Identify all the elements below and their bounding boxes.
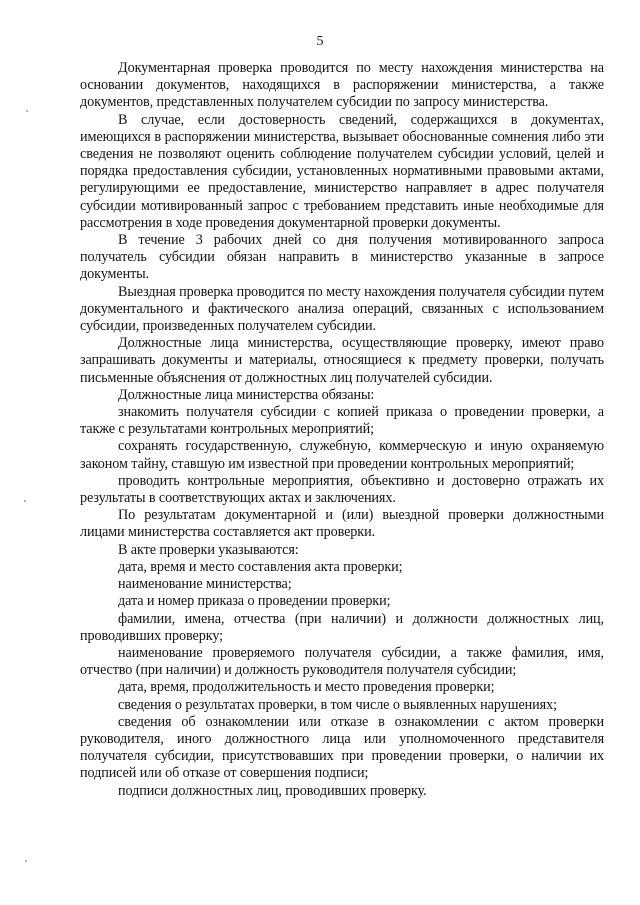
page-number: 5 (316, 34, 324, 49)
list-item-act-inspectors: фамилии, имена, отчества (при наличии) и должности должностных лиц, проводивших проверку; (80, 610, 604, 644)
list-item-act-check-duration: дата, время, продолжительность и место проведения проверки; (118, 679, 495, 696)
list-item-act-recipient: наименование проверяемого получателя субсидии, а также фамилия, имя, отчество (при наличии) и должность руководителя получателя субсидии; (80, 644, 604, 679)
paragraph-act-drawn-up: По результатам документарной и (или) выездной проверки должностными лицами министерства составляется акт проверки. (80, 507, 604, 541)
paragraph-motivated-request: В случае, если достоверность сведений, содержащихся в документах, имеющихся в распоряжении министерства, вызывает обоснованные сомнения либо эти сведения не позволяют оценить соблюдение получателем субсидии условий, целей и порядка предоставления субсидии, установленных нормативными правовыми актами, регулирующими ее предоставление, министерство направляет в адрес получателя субсидии мотивированный запрос с требованием представить иные необходимые для рассмотрения в ходе проведения документарной проверки документы. (80, 111, 604, 231)
list-item-obligation-secrecy: сохранять государственную, служебную, коммерческую и иную охраняемую законом тайну, ставшую им известной при проведении контрольных мероприятий; (80, 438, 604, 472)
list-item-act-signatures: подписи должностных лиц, проводивших проверку. (118, 782, 427, 799)
list-item-obligation-inform: знакомить получателя субсидии с копией приказа о проведении проверки, а также с результатами контрольных мероприятий; (80, 404, 604, 438)
paragraph-documentary-check-location: Документарная проверка проводится по месту нахождения министерства на основании документов, находящихся в распоряжении министерства, а также документов, представленных получателем субсидии по запросу министерства. (80, 60, 604, 111)
list-item-act-acquaintance: сведения об ознакомлении или отказе в ознакомлении с актом проверки руководителя, иного должностного лица или уполномоченного представителя получателя субсидии, присутствовавших при проведении проверки, о наличии их подписей или об отказе от совершения подписи; (80, 713, 604, 782)
list-item-act-date-place: дата, время и место составления акта проверки; (118, 558, 403, 575)
paragraph-officials-obligations-heading: Должностные лица министерства обязаны: (118, 386, 375, 403)
list-item-act-order-number: дата и номер приказа о проведении проверки; (118, 593, 391, 610)
scan-speck (24, 500, 26, 502)
list-item-act-results: сведения о результатах проверки, в том числе о выявленных нарушениях; (118, 696, 557, 713)
document-body (80, 60, 604, 800)
list-item-obligation-objectivity: проводить контрольные мероприятия, объективно и достоверно отражать их результаты в соответствующих актах и заключениях. (80, 472, 604, 507)
scan-speck (25, 860, 27, 862)
paragraph-officials-rights: Должностные лица министерства, осуществляющие проверку, имеют право запрашивать документы и материалы, относящиеся к предмету проверки, получать письменные объяснения от должностных лиц получателей субсидии. (80, 335, 604, 386)
paragraph-act-contents-heading: В акте проверки указываются: (118, 541, 299, 558)
paragraph-field-check: Выездная проверка проводится по месту нахождения получателя субсидии путем документального и фактического анализа операций, связанных с использованием субсидии, произведенных получателем субсидии. (80, 283, 604, 335)
list-item-act-ministry-name: наименование министерства; (118, 576, 292, 593)
scan-speck (26, 110, 28, 112)
paragraph-three-days-deadline: В течение 3 рабочих дней со дня получения мотивированного запроса получатель субсидии обязан направить в министерство указанные в запросе документы. (80, 232, 604, 283)
